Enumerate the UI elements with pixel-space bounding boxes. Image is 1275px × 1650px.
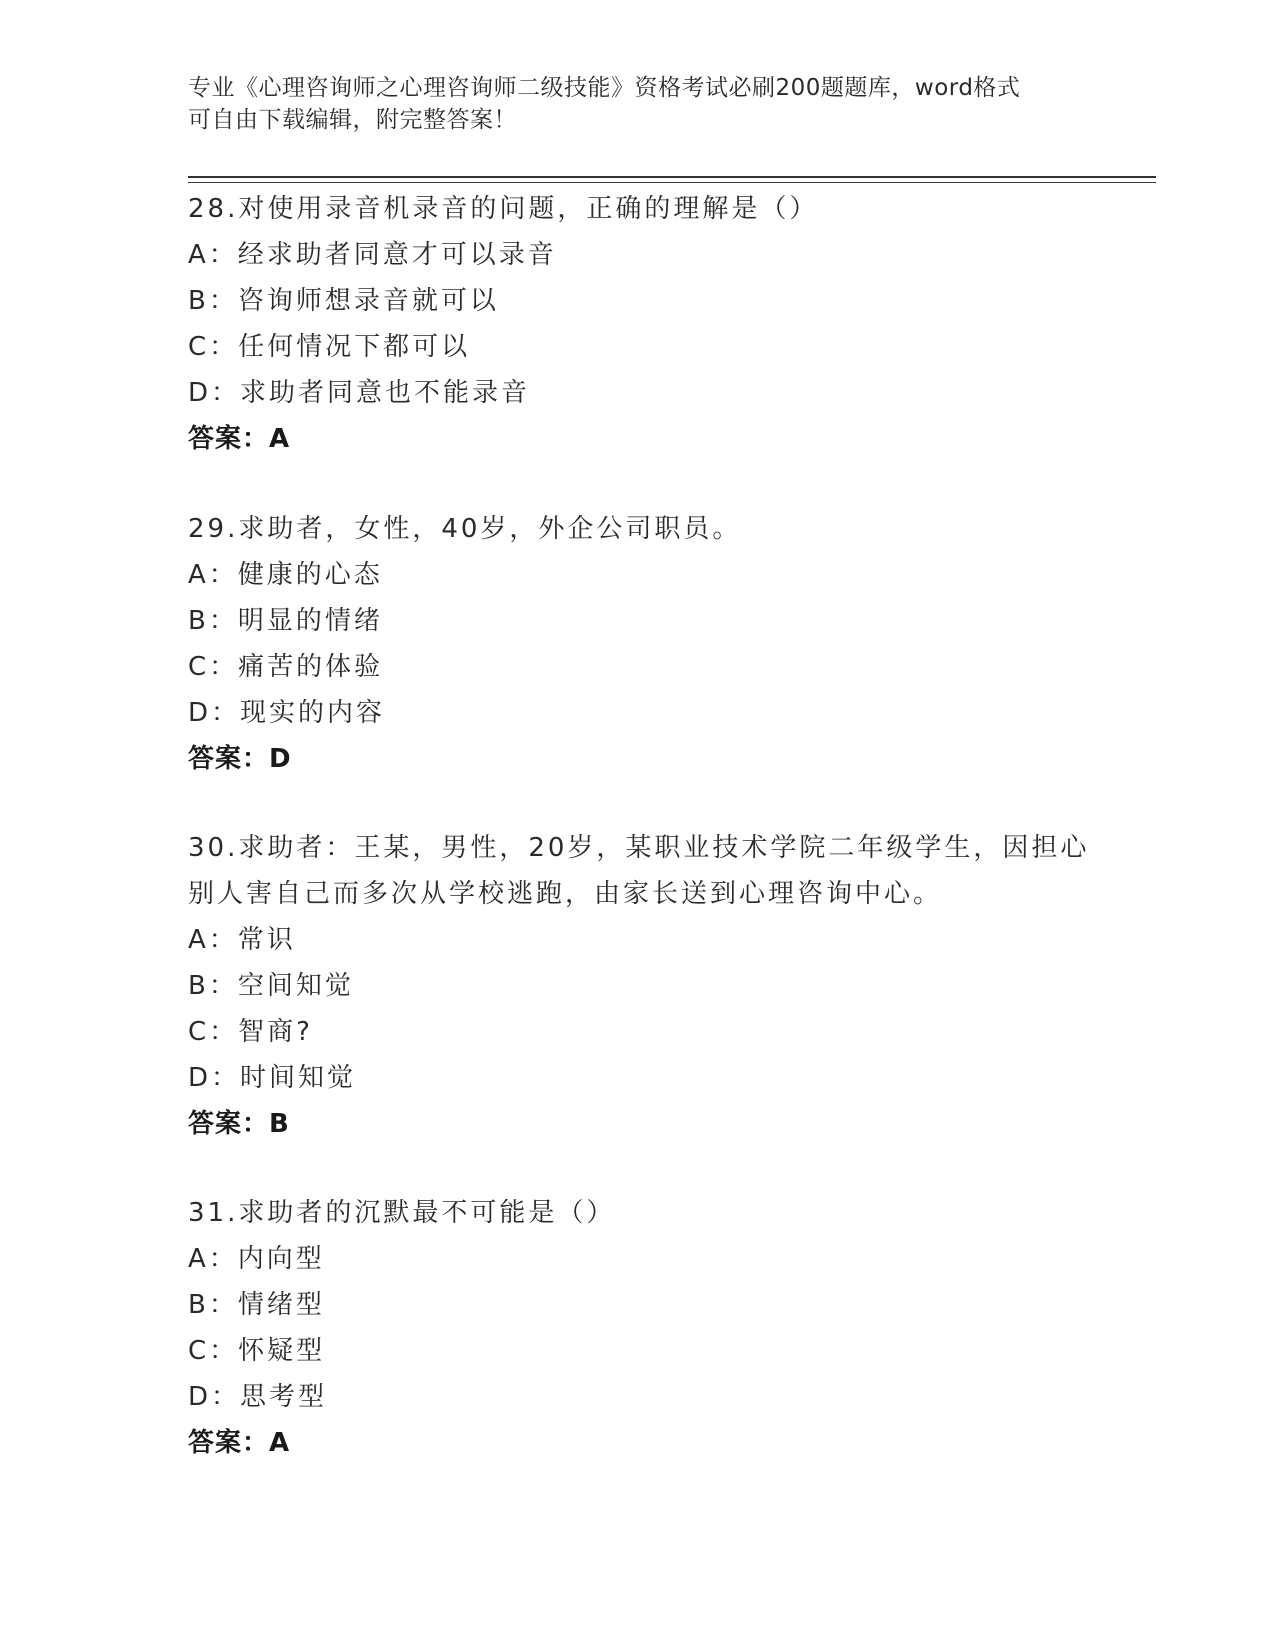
- option-d: D：时间知觉: [188, 1063, 357, 1093]
- question-stem: 31.求助者的沉默最不可能是（）: [188, 1198, 616, 1228]
- option-d: D：思考型: [188, 1382, 328, 1412]
- header-line-1: 专业《心理咨询师之心理咨询师二级技能》资格考试必刷200题题库，word格式: [188, 75, 1021, 101]
- option-d: D：现实的内容: [188, 698, 386, 728]
- question-30: [188, 825, 1108, 1147]
- answer-label: 答案：B: [188, 1109, 290, 1139]
- option-d: D：求助者同意也不能录音: [188, 378, 531, 408]
- question-stem: 28.对使用录音机录音的问题，正确的理解是（）: [188, 194, 819, 224]
- option-c: C：任何情况下都可以: [188, 332, 471, 362]
- answer-label: 答案：A: [188, 1428, 291, 1458]
- question-stem: 29.求助者，女性，40岁，外企公司职员。: [188, 514, 742, 544]
- option-b: B：情绪型: [188, 1290, 325, 1320]
- question-31: [188, 1190, 1108, 1466]
- option-b: B：明显的情绪: [188, 606, 383, 636]
- option-a: A：经求助者同意才可以录音: [188, 240, 557, 270]
- header-divider-thin: [188, 182, 1156, 183]
- question-28: [188, 186, 1108, 462]
- option-b: B：咨询师想录音就可以: [188, 286, 499, 316]
- option-a: A：健康的心态: [188, 560, 383, 590]
- option-c: C：怀疑型: [188, 1336, 326, 1366]
- question-stem-continued: 别人害自己而多次从学校逃跑，由家长送到心理咨询中心。: [188, 879, 943, 909]
- header-divider: [188, 176, 1156, 178]
- question-29: [188, 506, 1108, 782]
- option-a: A：内向型: [188, 1244, 325, 1274]
- question-stem: 30.求助者：王某，男性，20岁，某职业技术学院二年级学生，因担心: [188, 833, 1090, 863]
- answer-label: 答案：A: [188, 424, 291, 454]
- option-c: C：智商?: [188, 1017, 313, 1047]
- document-header: [188, 72, 1068, 136]
- answer-label: 答案：D: [188, 744, 292, 774]
- option-b: B：空间知觉: [188, 971, 354, 1001]
- option-c: C：痛苦的体验: [188, 652, 384, 682]
- header-line-2: 可自由下载编辑，附完整答案！: [188, 107, 517, 133]
- option-a: A：常识: [188, 925, 296, 955]
